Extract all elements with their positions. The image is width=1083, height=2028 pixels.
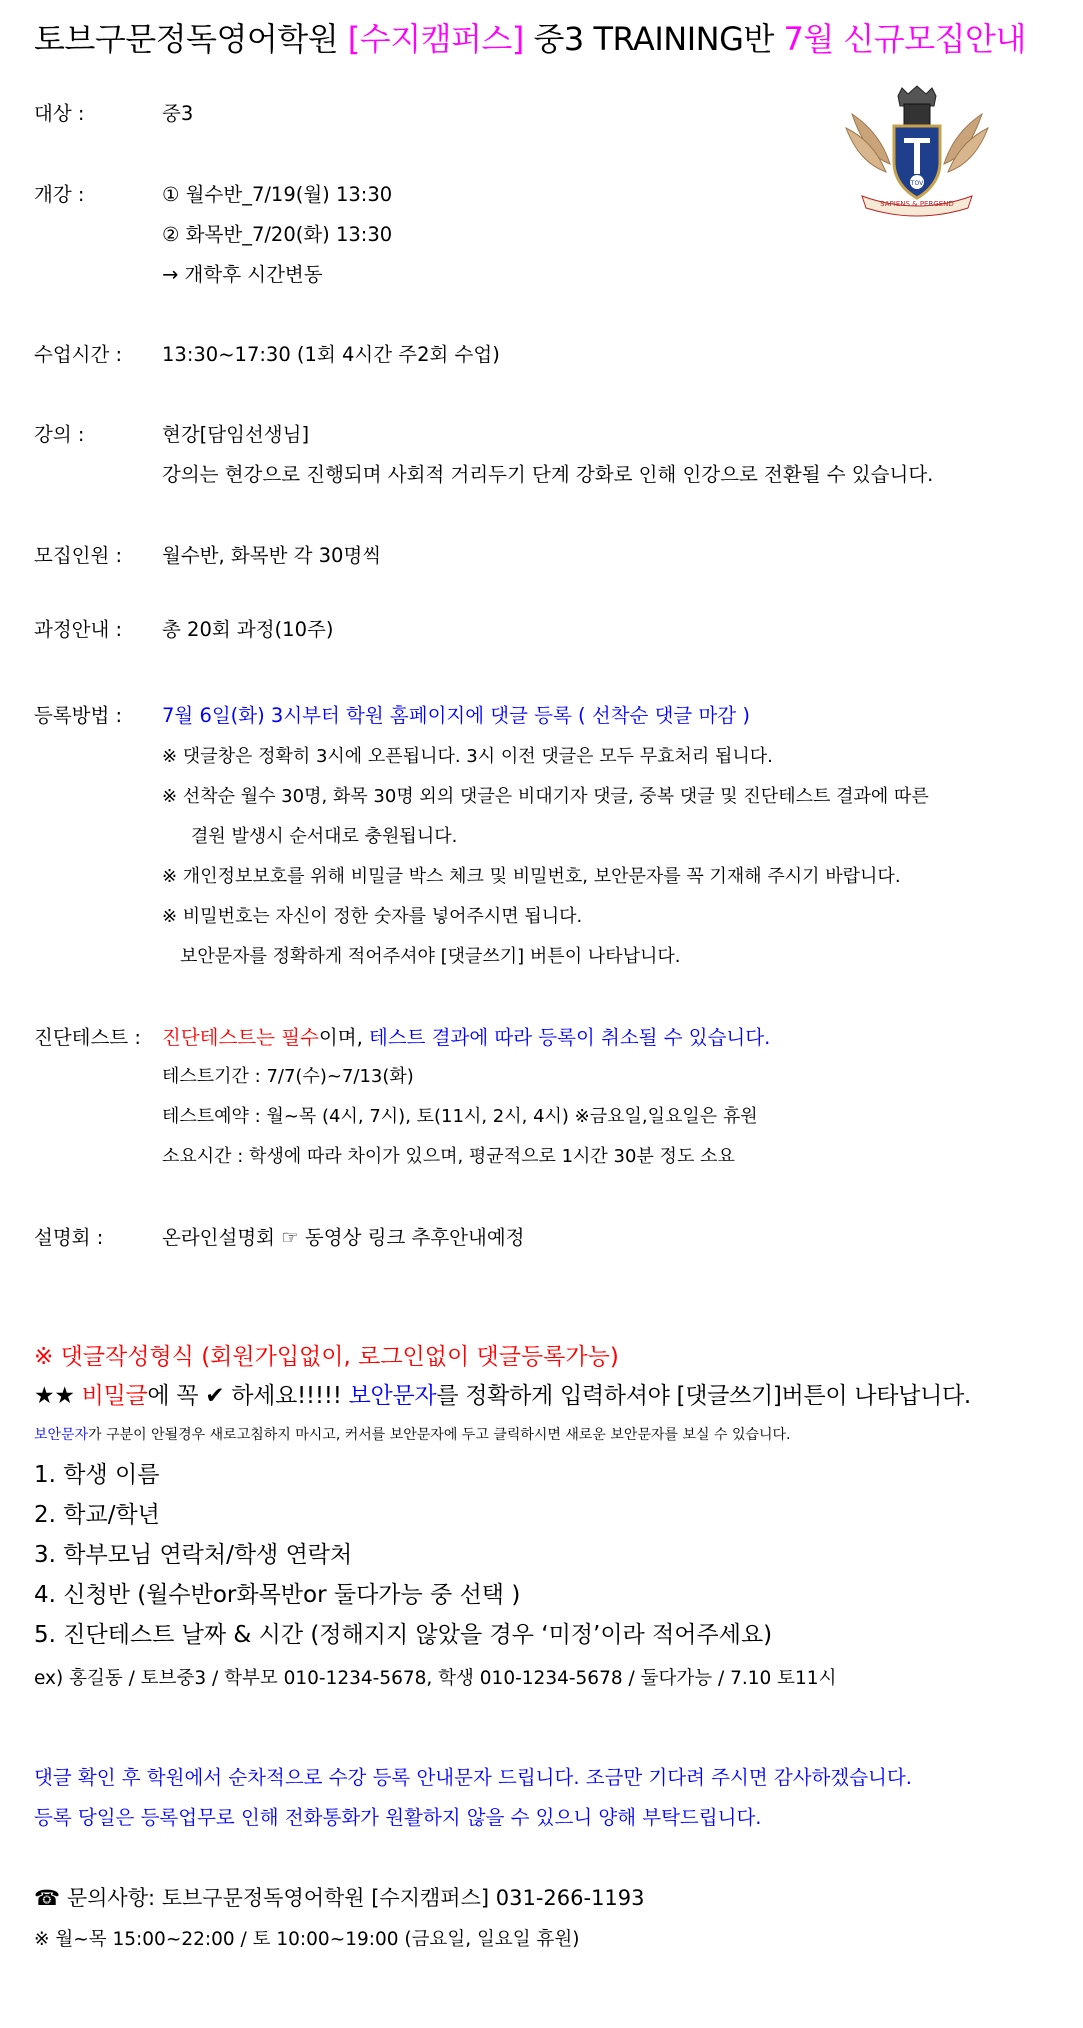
register-value: 7월 6일(화) 3시부터 학원 홈페이지에 댓글 등록 ( 선착순 댓글 마감 ): [162, 704, 750, 727]
test-label: 진단테스트 :: [34, 1026, 141, 1049]
course-value: 총 20회 과정(10주): [162, 618, 334, 641]
test-line: 테스트예약 : 월~목 (4시, 7시), 토(11시, 2시, 4시) ※금요일,일요일은 휴원: [162, 1106, 758, 1127]
start-line: ① 월수반_7/19(월) 13:30: [162, 183, 393, 206]
session-value: 온라인설명회 ☞ 동영상 링크 추후안내예정: [162, 1226, 525, 1249]
crest-letters: TOV: [910, 180, 924, 187]
contact-hours: ※ 월~목 15:00~22:00 / 토 10:00~19:00 (금요일, 일요일 휴원): [34, 1929, 580, 1950]
start-line: ② 화목반_7/20(화) 13:30: [162, 223, 393, 246]
test-warning: 테스트 결과에 따라 등록이 취소될 수 있습니다.: [368, 1026, 771, 1049]
lecture-label: 강의 :: [34, 423, 85, 446]
lecture-line: 현강[담임선생님]: [162, 423, 310, 446]
notice-line: 등록 당일은 등록업무로 인해 전화통화가 원활하지 않을 수 있으니 양해 부탁드립니다.: [34, 1806, 762, 1829]
capacity-label: 모집인원 :: [34, 544, 123, 567]
target-value: 중3: [162, 102, 194, 125]
crest-banner: SAPIENS & PERGEND: [880, 200, 954, 208]
comment-format-heading: ※ 댓글작성형식 (회원가입없이, 로그인없이 댓글등록가능): [34, 1344, 619, 1370]
test-value: 진단테스트는 필수이며, 테스트 결과에 따라 등록이 취소될 수 있습니다.: [162, 1026, 771, 1049]
notice-line: 댓글 확인 후 학원에서 순차적으로 수강 등록 안내문자 드립니다. 조금만 기다려 주시면 감사하겠습니다.: [34, 1766, 912, 1789]
start-label: 개강 :: [34, 183, 85, 206]
register-note: ※ 개인정보보호를 위해 비밀글 박스 체크 및 비밀번호, 보안문자를 꼭 기재해 주시기 바랍니다.: [162, 866, 901, 887]
secret-comment-instruction: ★★ 비밀글에 꼭 ✔ 하세요!!!!! 보안문자를 정확하게 입력하셔야 [댓글쓰기]버튼이 나타납니다.: [34, 1383, 971, 1409]
lecture-line: 강의는 현강으로 진행되며 사회적 거리두기 단계 강화로 인해 인강으로 전환될 수 있습니다.: [162, 463, 934, 486]
academy-crest-logo: [842, 84, 992, 218]
register-note: ※ 댓글창은 정확히 3시에 오픈됩니다. 3시 이전 댓글은 모두 무효처리 됩니다.: [162, 746, 773, 767]
hours-label: 수업시간 :: [34, 343, 123, 366]
start-line: → 개학후 시간변동: [162, 263, 323, 286]
capacity-value: 월수반, 화목반 각 30명씩: [162, 544, 382, 567]
list-item: 5. 진단테스트 날짜 & 시간 (정해지지 않았을 경우 ‘미정’이라 적어주세요): [34, 1622, 773, 1648]
hours-value: 13:30~17:30 (1회 4시간 주2회 수업): [162, 343, 500, 366]
session-label: 설명회 :: [34, 1226, 104, 1249]
register-note: 결원 발생시 순서대로 충원됩니다.: [191, 826, 458, 847]
test-line: 소요시간 : 학생에 따라 차이가 있으며, 평균적으로 1시간 30분 정도 소요: [162, 1146, 735, 1167]
example-line: ex) 홍길동 / 토브중3 / 학부모 010-1234-5678, 학생 010-1234-5678 / 둘다가능 / 7.10 토11시: [34, 1668, 837, 1689]
register-note: 보안문자를 정확하게 적어주셔야 [댓글쓰기] 버튼이 나타납니다.: [180, 946, 681, 967]
target-label: 대상 :: [34, 102, 85, 125]
list-item: 4. 신청반 (월수반or화목반or 둘다가능 중 선택 ): [34, 1582, 521, 1608]
register-label: 등록방법 :: [34, 704, 123, 727]
campus-name: [수지캠퍼스]: [347, 20, 524, 58]
register-note: ※ 비밀번호는 자신이 정한 숫자를 넣어주시면 됩니다.: [162, 906, 583, 927]
test-line: 테스트기간 : 7/7(수)~7/13(화): [162, 1066, 414, 1087]
list-item: 2. 학교/학년: [34, 1502, 160, 1528]
title-highlight: 7월 신규모집안내: [783, 20, 1026, 58]
register-note: ※ 선착순 월수 30명, 화목 30명 외의 댓글은 비대기자 댓글, 중복 댓글 및 진단테스트 결과에 따른: [162, 786, 929, 807]
test-required: 진단테스트는 필수: [162, 1026, 319, 1049]
course-label: 과정안내 :: [34, 618, 123, 641]
list-item: 3. 학부모님 연락처/학생 연락처: [34, 1542, 353, 1568]
page-title: 토브구문정독영어학원 [수지캠퍼스] 중3 TRAINING반 7월 신규모집안내: [34, 20, 1026, 58]
contact-phone: ☎ 문의사항: 토브구문정독영어학원 [수지캠퍼스] 031-266-1193: [34, 1886, 645, 1910]
captcha-help: 보안문자가 구분이 안될경우 새로고침하지 마시고, 커서를 보안문자에 두고 클릭하시면 새로운 보안문자를 보실 수 있습니다.: [34, 1427, 791, 1443]
stars: ★★: [34, 1383, 82, 1409]
list-item: 1. 학생 이름: [34, 1462, 160, 1488]
